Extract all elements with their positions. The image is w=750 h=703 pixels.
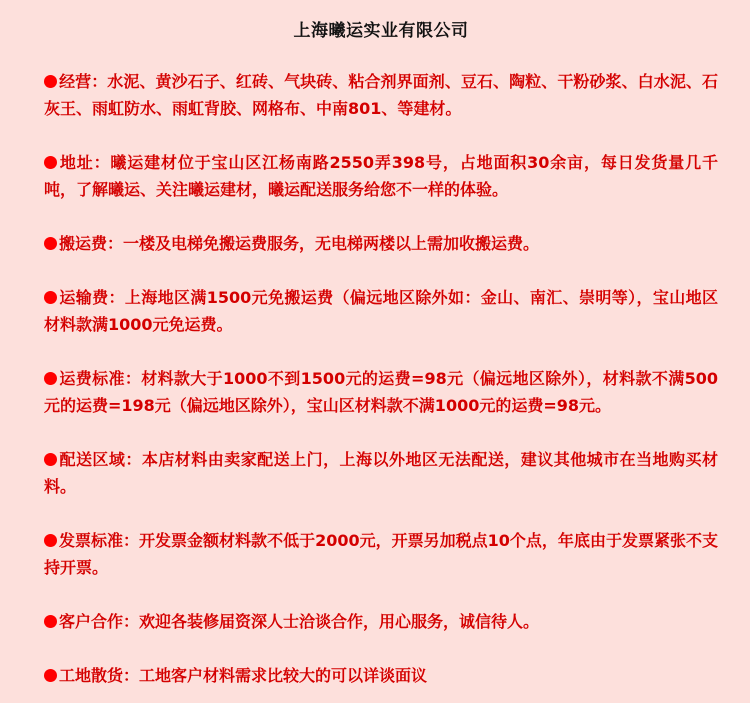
item-cooperation xyxy=(44,608,718,635)
item-label: 客户合作： xyxy=(59,612,140,631)
item-label: 工地散货： xyxy=(59,666,140,685)
item-text: 欢迎各装修届资深人士洽谈合作，用心服务，诚信待人。 xyxy=(139,612,540,631)
item-text: 上海地区满1500元免搬运费（偏远地区除外如：金山、南汇、崇明等），宝山地区材料款满1000元免运费。 xyxy=(44,288,718,334)
item-text: 开发票金额材料款不低于2000元，开票另加税点10个点，年底由于发票紧张不支持开票。 xyxy=(44,531,718,577)
item-label: 运费标准： xyxy=(59,369,142,388)
item-label: 发票标准： xyxy=(59,531,140,550)
item-freight-standard xyxy=(44,365,718,419)
item-text: 本店材料由卖家配送上门，上海以外地区无法配送，建议其他城市在当地购买材料。 xyxy=(44,450,718,496)
bullet-icon xyxy=(44,156,57,169)
item-text: 工地客户材料需求比较大的可以详谈面议 xyxy=(139,666,428,685)
page-title: 上海曦运实业有限公司 xyxy=(293,21,469,41)
item-label: 运输费： xyxy=(59,288,125,307)
item-business-scope xyxy=(44,68,718,122)
bullet-icon xyxy=(44,75,57,88)
item-label: 搬运费： xyxy=(59,234,124,253)
bullet-icon xyxy=(44,291,57,304)
item-transport-fee xyxy=(44,284,718,338)
bullet-icon xyxy=(44,615,57,628)
bullet-icon xyxy=(44,237,57,250)
bullet-icon xyxy=(44,534,57,547)
item-text: 材料款大于1000不到1500元的运费=98元（偏远地区除外），材料款不满500元的运费=198元（偏远地区除外），宝山区材料款不满1000元的运费=98元。 xyxy=(44,369,718,415)
item-label: 配送区域： xyxy=(59,450,142,469)
item-text: 一楼及电梯免搬运费服务，无电梯两楼以上需加收搬运费。 xyxy=(123,234,540,253)
item-address xyxy=(44,149,718,203)
bullet-icon xyxy=(44,372,57,385)
item-text: 水泥、黄沙石子、红砖、气块砖、粘合剂界面剂、豆石、陶粒、干粉砂浆、白水泥、石灰王、雨虹防水、雨虹背胶、网格布、中南801、等建材。 xyxy=(44,72,718,118)
item-delivery-area xyxy=(44,446,718,500)
item-site-bulk xyxy=(44,662,718,689)
item-text: 曦运建材位于宝山区江杨南路2550弄398号，占地面积30余亩，每日发货量几千吨，了解曦运、关注曦运建材，曦运配送服务给您不一样的体验。 xyxy=(44,153,718,199)
item-invoice-standard xyxy=(44,527,718,581)
item-label: 经营： xyxy=(59,72,108,91)
bullet-icon xyxy=(44,669,57,682)
item-handling-fee xyxy=(44,230,718,257)
bullet-icon xyxy=(44,453,57,466)
item-label: 地址： xyxy=(59,153,111,172)
